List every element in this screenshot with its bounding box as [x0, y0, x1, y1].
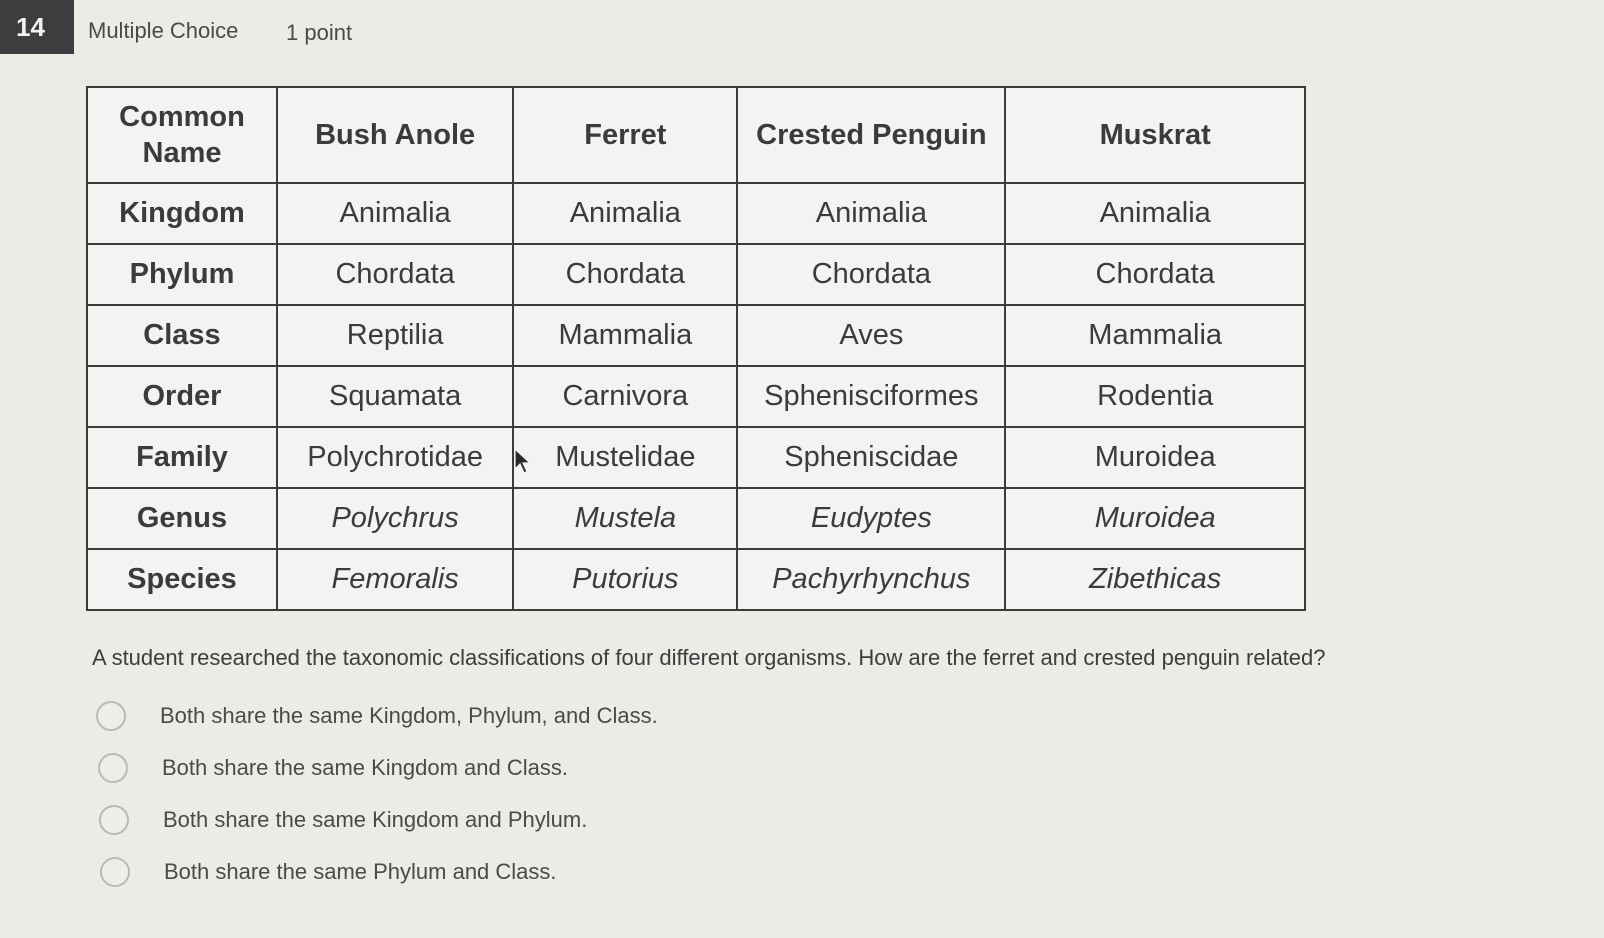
row-label: Class: [87, 305, 277, 366]
radio-button-icon[interactable]: [98, 753, 128, 783]
table-cell: Chordata: [277, 244, 513, 305]
header-cell: Common Name: [87, 87, 277, 183]
answer-option-label: Both share the same Kingdom and Class.: [162, 755, 569, 780]
question-text: A student researched the taxonomic classifications of four different organisms. How are the ferret and crested penguin related?: [92, 645, 1326, 670]
mouse-pointer-icon: [514, 448, 532, 474]
table-cell: Chordata: [513, 244, 737, 305]
question-points: 1 point: [286, 20, 353, 45]
radio-button-icon[interactable]: [99, 805, 129, 835]
table-cell: Chordata: [1005, 244, 1305, 305]
table-cell: Polychrotidae: [277, 427, 513, 488]
row-label: Family: [87, 427, 277, 488]
table-cell: Animalia: [737, 183, 1005, 244]
taxonomy-table: [86, 86, 1306, 610]
header-cell: Bush Anole: [277, 87, 513, 183]
table-header-row: [87, 87, 1305, 183]
answer-option-d[interactable]: [100, 846, 658, 898]
table-row: [87, 183, 1305, 244]
answer-option-label: Both share the same Kingdom and Phylum.: [163, 807, 588, 832]
row-label: Order: [87, 366, 277, 427]
question-number: 14: [0, 0, 74, 54]
answer-option-b[interactable]: [98, 742, 658, 794]
table-cell: Sphenisciformes: [737, 366, 1005, 427]
table-row: [87, 244, 1305, 305]
table-cell: Aves: [737, 305, 1005, 366]
table-cell: Putorius: [513, 549, 737, 610]
table-cell: Muroidea: [1005, 427, 1305, 488]
answer-option-a[interactable]: [96, 690, 658, 742]
header-cell: Muskrat: [1005, 87, 1305, 183]
table-cell: Mammalia: [1005, 305, 1305, 366]
table-cell: Chordata: [737, 244, 1005, 305]
table-cell: Spheniscidae: [737, 427, 1005, 488]
radio-button-icon[interactable]: [100, 857, 130, 887]
table-cell: Squamata: [277, 366, 513, 427]
table-cell: Mustelidae: [513, 427, 737, 488]
table-cell: Animalia: [1005, 183, 1305, 244]
table-cell: Rodentia: [1005, 366, 1305, 427]
table-row: [87, 305, 1305, 366]
row-label: Kingdom: [87, 183, 277, 244]
table-cell: Mustela: [513, 488, 737, 549]
answer-option-label: Both share the same Kingdom, Phylum, and Class.: [160, 703, 658, 728]
answer-options: [96, 690, 658, 898]
table-row: [87, 366, 1305, 427]
table-cell: Mammalia: [513, 305, 737, 366]
answer-option-label: Both share the same Phylum and Class.: [164, 859, 557, 884]
table-cell: Polychrus: [277, 488, 513, 549]
table-row: [87, 488, 1305, 549]
question-type: Multiple Choice: [88, 18, 239, 43]
table-cell: Zibethicas: [1005, 549, 1305, 610]
table-cell: Animalia: [277, 183, 513, 244]
table-row: [87, 427, 1305, 488]
row-label: Phylum: [87, 244, 277, 305]
table-row: [87, 549, 1305, 610]
row-label: Genus: [87, 488, 277, 549]
header-cell: Crested Penguin: [737, 87, 1005, 183]
row-label: Species: [87, 549, 277, 610]
table-cell: Muroidea: [1005, 488, 1305, 549]
header-cell: Ferret: [513, 87, 737, 183]
table-cell: Carnivora: [513, 366, 737, 427]
table-cell: Animalia: [513, 183, 737, 244]
table-cell: Pachyrhynchus: [737, 549, 1005, 610]
table-cell: Eudyptes: [737, 488, 1005, 549]
answer-option-c[interactable]: [99, 794, 658, 846]
radio-button-icon[interactable]: [96, 701, 126, 731]
table-cell: Reptilia: [277, 305, 513, 366]
question-header: [0, 0, 1604, 54]
table-cell: Femoralis: [277, 549, 513, 610]
